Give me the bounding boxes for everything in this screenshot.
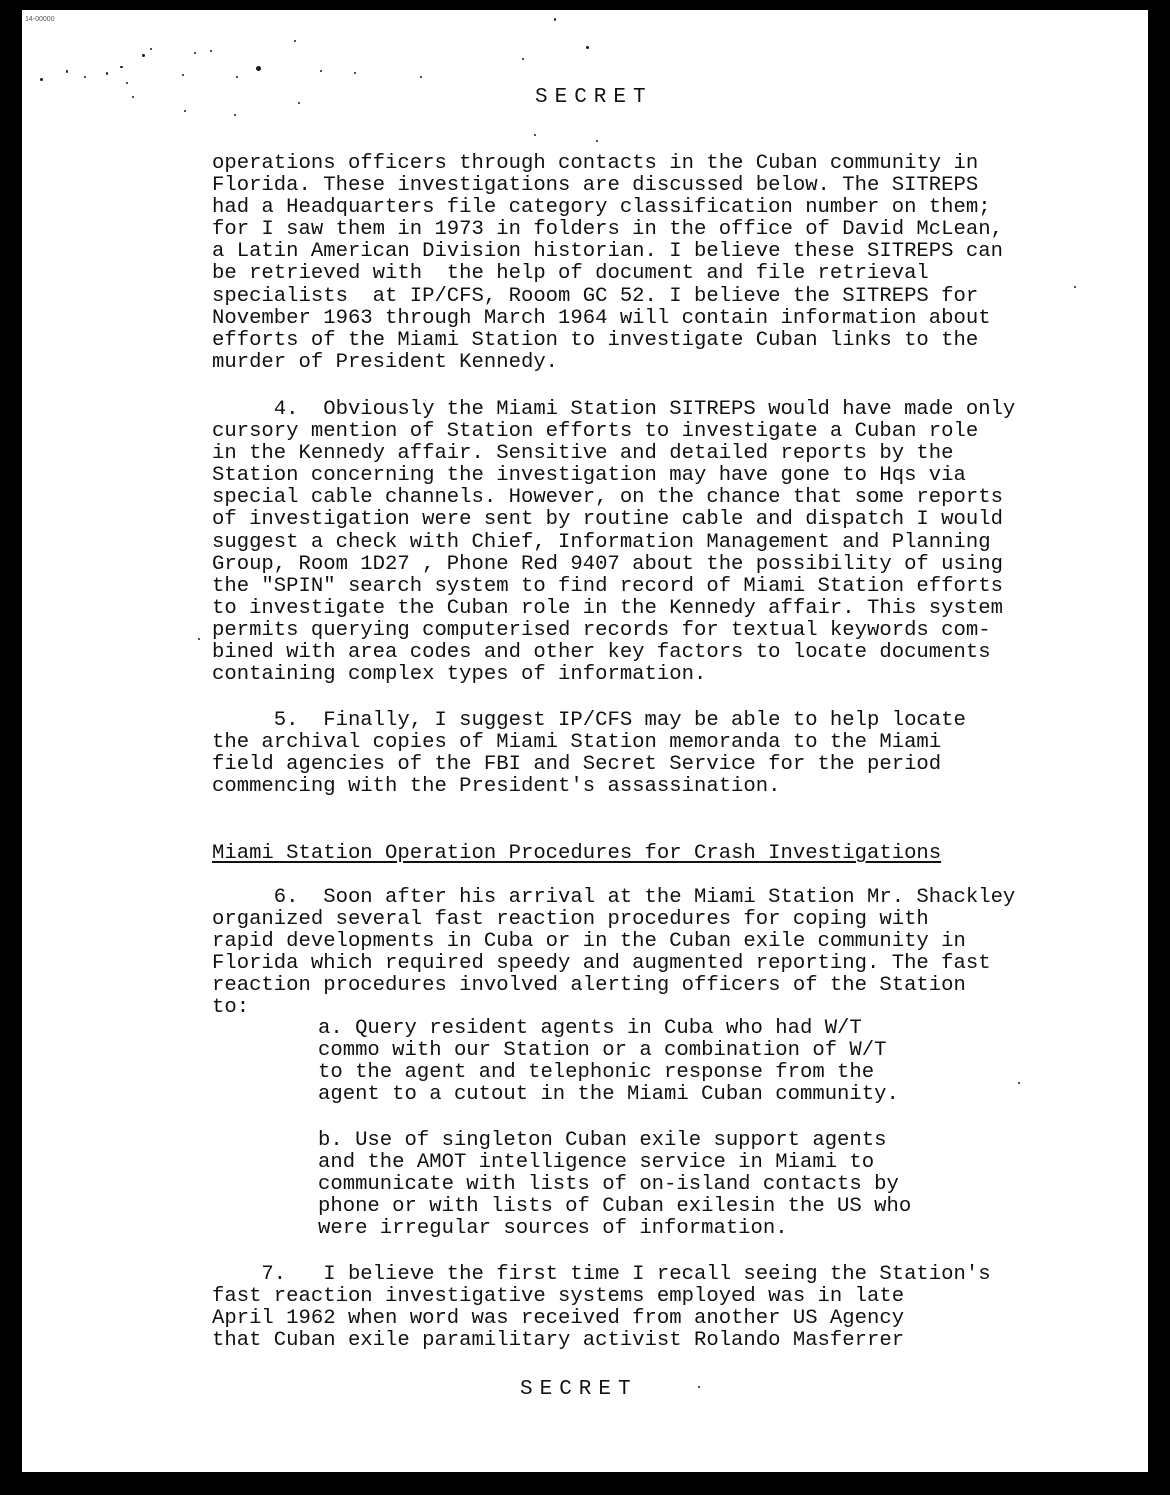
paragraph-5: 5. Finally, I suggest IP/CFS may be able to help locate the archival copies of Miami Station memoranda to the Miami field agencies of the FBI and Secret Service for the period commencing with the President's assassination. — [212, 709, 966, 799]
document-page — [22, 10, 1148, 1472]
document-id: 14-00000 — [25, 16, 55, 23]
paragraph-7: 7. I believe the first time I recall seeing the Station's fast reaction investigative systems employed was in late April 1962 when word was received from another US Agency that Cuban exile paramilitary activist Rolando Masferrer — [212, 1263, 991, 1353]
classification-footer: SECRET — [520, 1378, 638, 1401]
paragraph-4: 4. Obviously the Miami Station SITREPS would have made only cursory mention of Station efforts to investigate a Cuban role in the Kennedy affair. Sensitive and detailed reports by the Station concerning the investigation may have gone to Hqs via special cable channels. However, on the chance that some reports of investigation were sent by routine cable and dispatch I would suggest a check with Chief, Information Management and Planning Group, Room 1D27 , Phone Red 9407 about the possibility of using the "SPIN" search system to find record of Miami Station efforts to investigate the Cuban role in the Kennedy affair. This system permits querying computerised records for textual keywords com- bined with area codes and other key factors to locate documents containing complex types of information. — [212, 398, 1016, 687]
paragraph-3: operations officers through contacts in the Cuban community in Florida. These investigations are discussed below. The SITREPS had a Headquarters file category classification number on them; for I saw them in 1973 in folders in the office of David McLean, a Latin American Division historian. I believe these SITREPS can be retrieved with the help of document and file retrieval specialists at IP/CFS, Rooom GC 52. I believe the SITREPS for November 1963 through March 1964 will contain information about efforts of the Miami Station to investigate Cuban links to the murder of President Kennedy. — [212, 152, 1003, 374]
classification-header: SECRET — [535, 86, 653, 109]
list-item-a: a. Query resident agents in Cuba who had W/T commo with our Station or a combination of W/T to the agent and telephonic response from the agent to a cutout in the Miami Cuban community. — [318, 1017, 899, 1107]
paragraph-6: 6. Soon after his arrival at the Miami Station Mr. Shackley organized several fast reaction procedures for coping with rapid developments in Cuba or in the Cuban exile community in Florida which required speedy and augmented reporting. The fast reaction procedures involved alerting officers of the Station to: — [212, 886, 1016, 1020]
section-heading: Miami Station Operation Procedures for Crash Investigations — [212, 842, 942, 865]
list-item-b: b. Use of singleton Cuban exile support agents and the AMOT intelligence service in Miami to communicate with lists of on-island contacts by phone or with lists of Cuban exilesin the US who were irregular sources of information. — [318, 1129, 912, 1241]
